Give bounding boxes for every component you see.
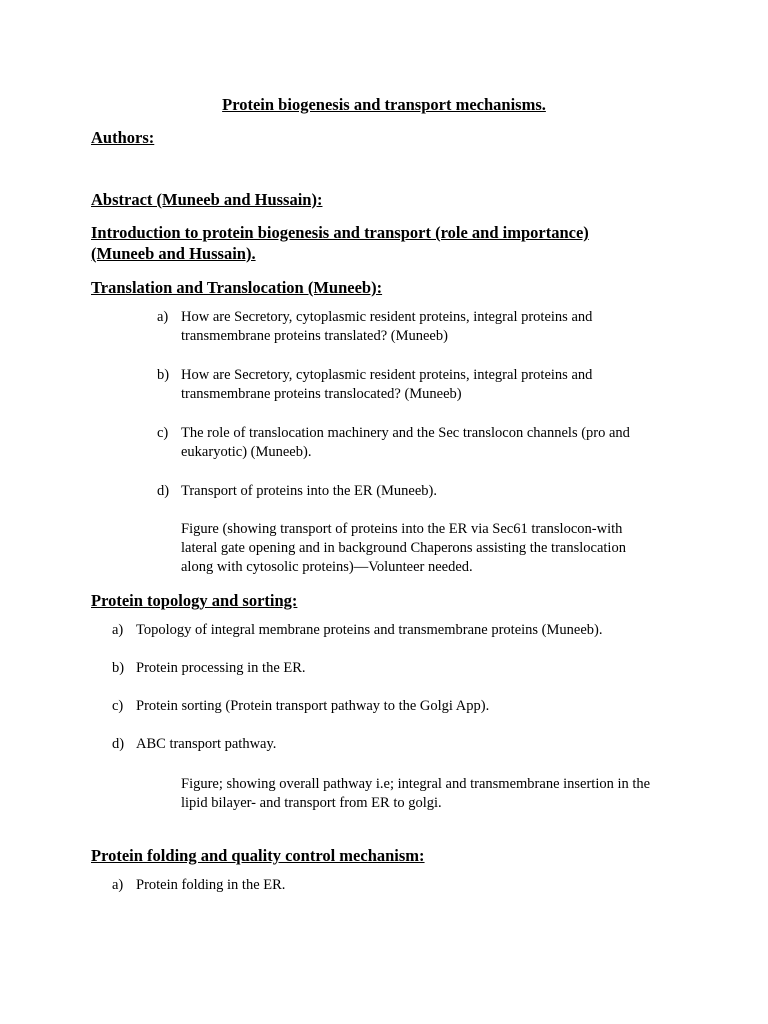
- figure-note: Figure; showing overall pathway i.e; integral and transmembrane insertion in the: [181, 776, 651, 792]
- list-marker: c): [157, 425, 169, 441]
- list-marker: a): [157, 309, 169, 325]
- section-topology-heading: Protein topology and sorting:: [91, 591, 298, 610]
- intro-heading-line1: Introduction to protein biogenesis and transport (role and importance): [91, 223, 589, 242]
- list-item-text: How are Secretory, cytoplasmic resident proteins, integral proteins and: [181, 367, 593, 383]
- list-item-text: Protein folding in the ER.: [136, 877, 286, 893]
- list-marker: c): [112, 698, 124, 714]
- list-marker: b): [112, 660, 125, 676]
- figure-note: lipid bilayer- and transport from ER to golgi.: [181, 795, 442, 811]
- list-marker: d): [157, 483, 170, 499]
- list-item-text: eukaryotic) (Muneeb).: [181, 444, 312, 460]
- list-item-text: How are Secretory, cytoplasmic resident proteins, integral proteins and: [181, 309, 593, 325]
- figure-note: along with cytosolic proteins)—Volunteer needed.: [181, 559, 473, 575]
- section-translation-heading: Translation and Translocation (Muneeb):: [91, 278, 383, 297]
- list-item-text: The role of translocation machinery and the Sec translocon channels (pro and: [181, 425, 630, 441]
- list-item-text: Protein sorting (Protein transport pathway to the Golgi App).: [136, 698, 490, 714]
- abstract-heading: Abstract (Muneeb and Hussain):: [91, 190, 323, 209]
- intro-heading-line2: (Muneeb and Hussain).: [91, 244, 256, 263]
- authors-heading: Authors:: [91, 128, 155, 147]
- list-item-text: transmembrane proteins translocated? (Muneeb): [181, 386, 462, 402]
- list-item-text: Topology of integral membrane proteins and transmembrane proteins (Muneeb).: [136, 622, 603, 638]
- figure-note: lateral gate opening and in background Chaperons assisting the translocation: [181, 540, 626, 556]
- list-marker: b): [157, 367, 170, 383]
- list-item-text: Transport of proteins into the ER (Muneeb).: [181, 483, 438, 499]
- list-item-text: Protein processing in the ER.: [136, 660, 306, 676]
- section-folding-heading: Protein folding and quality control mechanism:: [91, 846, 425, 865]
- list-marker: a): [112, 877, 124, 893]
- figure-note: Figure (showing transport of proteins into the ER via Sec61 translocon-with: [181, 521, 623, 537]
- list-marker: d): [112, 736, 125, 752]
- list-item-text: transmembrane proteins translated? (Muneeb): [181, 328, 448, 344]
- document-title: Protein biogenesis and transport mechanisms.: [222, 95, 546, 114]
- list-item-text: ABC transport pathway.: [136, 736, 277, 752]
- list-marker: a): [112, 622, 124, 638]
